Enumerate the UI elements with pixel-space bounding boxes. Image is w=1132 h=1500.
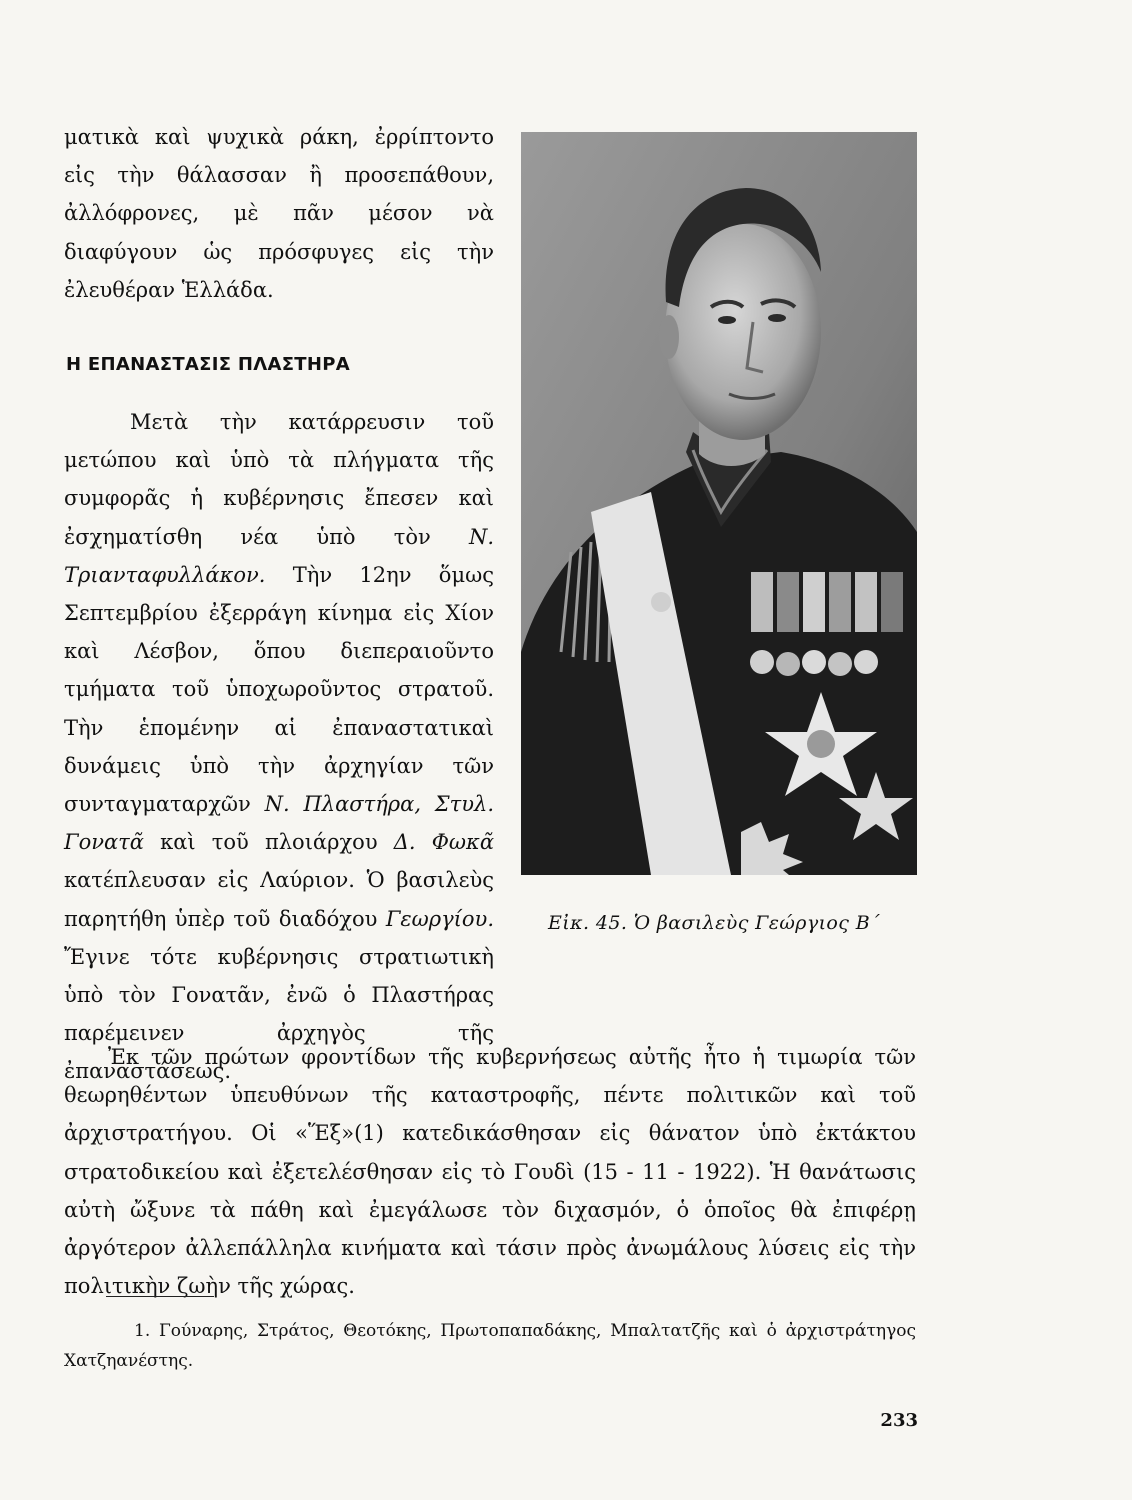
full-width-paragraph [64,1038,916,1305]
paragraph-text: Τὴν 12ην ὅμως Σεπτεμβρίου ἐξερράγη κίνημα εἰς Χίον καὶ Λέσβον, ὅπου διεπεραιοῦντο τμήματα τοῦ ὑποχωροῦντος στρατοῦ. Τὴν ἑπομένην αἱ ἐπαναστατικαὶ δυνάμεις ὑπὸ τὴν ἀρχηγίαν τῶν συνταγματαρχῶν [64,562,494,817]
portrait-photo [521,132,917,875]
right-eye [768,314,786,322]
paragraph-text: Μετὰ τὴν κατάρρευσιν τοῦ μετώπου καὶ ὑπὸ τὰ πλήγματα τῆς συμφορᾶς ἡ κυβέρνησις ἔπεσεν καὶ ἐσχηματίσθη νέα ὑπὸ τὸν [64,410,494,549]
footnote: 1. Γούναρης, Στράτος, Θεοτόκης, Πρωτοπαπαδάκης, Μπαλτατζῆς καὶ ὁ ἀρχιστράτηγος Χατζηανέστης. [64,1321,916,1371]
paragraph-text: Ἔγινε τότε κυβέρνησις στρατιωτικὴ ὑπὸ τὸν Γονατᾶν, ἐνῶ ὁ Πλαστήρας παρέμεινεν ἀρχηγὸς τῆς ἐπαναστάσεως. [64,944,494,1084]
small-star [651,592,671,612]
section-paragraph [64,403,494,1091]
figure-caption: Εἰκ. 45. Ὁ βασιλεὺς Γεώργιος Β΄ [548,912,881,934]
paragraph-text: κατέπλευσαν εἰς Λαύριον. Ὁ βασιλεὺς παρητήθη ὑπὲρ τοῦ διαδόχου [64,868,494,931]
name-plastiras-gonatas: Ν. Πλαστήρα, Στυλ. Γονατᾶ [64,792,494,855]
paragraph-text: Ἐκ τῶν πρώτων φροντίδων τῆς κυβερνήσεως αὐτῆς ἦτο ἡ τιμωρία τῶν θεωρηθέντων ὑπευθύνων τῆς καταστροφῆς, πέντε πολιτικῶν καὶ τοῦ ἀρχιστρατήγου. Οἱ «Ἕξ» [64,1045,916,1146]
name-georgios: Γεωργίου. [385,906,494,931]
paragraph-text: κατεδικάσθησαν εἰς θάνατον ὑπὸ ἐκτάκτου στρατοδικείου καὶ ἐξετελέσθησαν εἰς τὸ Γουδὶ (15 - 11 - 1922). Ἡ θανάτωσις αὐτὴ ὤξυνε τὰ πάθη καὶ ἐμεγάλωσε τὸν διχασμόν, ὁ ὁποῖος θὰ ἐπιφέρῃ ἀργότερον ἀλλεπάλληλα κινήματα καὶ τάσιν πρὸς ἀνωμάλους λύσεις εἰς τὴν πολιτικὴν ζωὴν τῆς χώρας. [64,1121,917,1299]
page-number: 233 [880,1410,918,1431]
name-fokas: Δ. Φωκᾶ [393,830,495,855]
name-triantafyllakos: Ν. Τριανταφυλλάκον. [64,524,494,587]
footnote-reference: (1) [354,1121,384,1146]
footnote-rule [106,1296,214,1297]
ear [659,315,679,359]
order-star-center [807,730,835,758]
left-text-column [64,118,494,1091]
section-heading: Η ΕΠΑΝΑΣΤΑΣΙΣ ΠΛΑΣΤΗΡΑ [66,354,350,376]
portrait-illustration [521,132,917,875]
paragraph-text: καὶ τοῦ πλοιάρχου [143,830,394,855]
left-eye [718,316,736,324]
intro-paragraph: ματικὰ καὶ ψυχικὰ ράκη, ἐρρίπτοντο εἰς τὴν θάλασσαν ἢ προσεπάθουν, ἀλλόφρονες, μὲ πᾶν μέσον νὰ διαφύγουν ὡς πρόσφυγες εἰς τὴν ἐλευθέραν Ἑλλάδα. [64,125,494,302]
